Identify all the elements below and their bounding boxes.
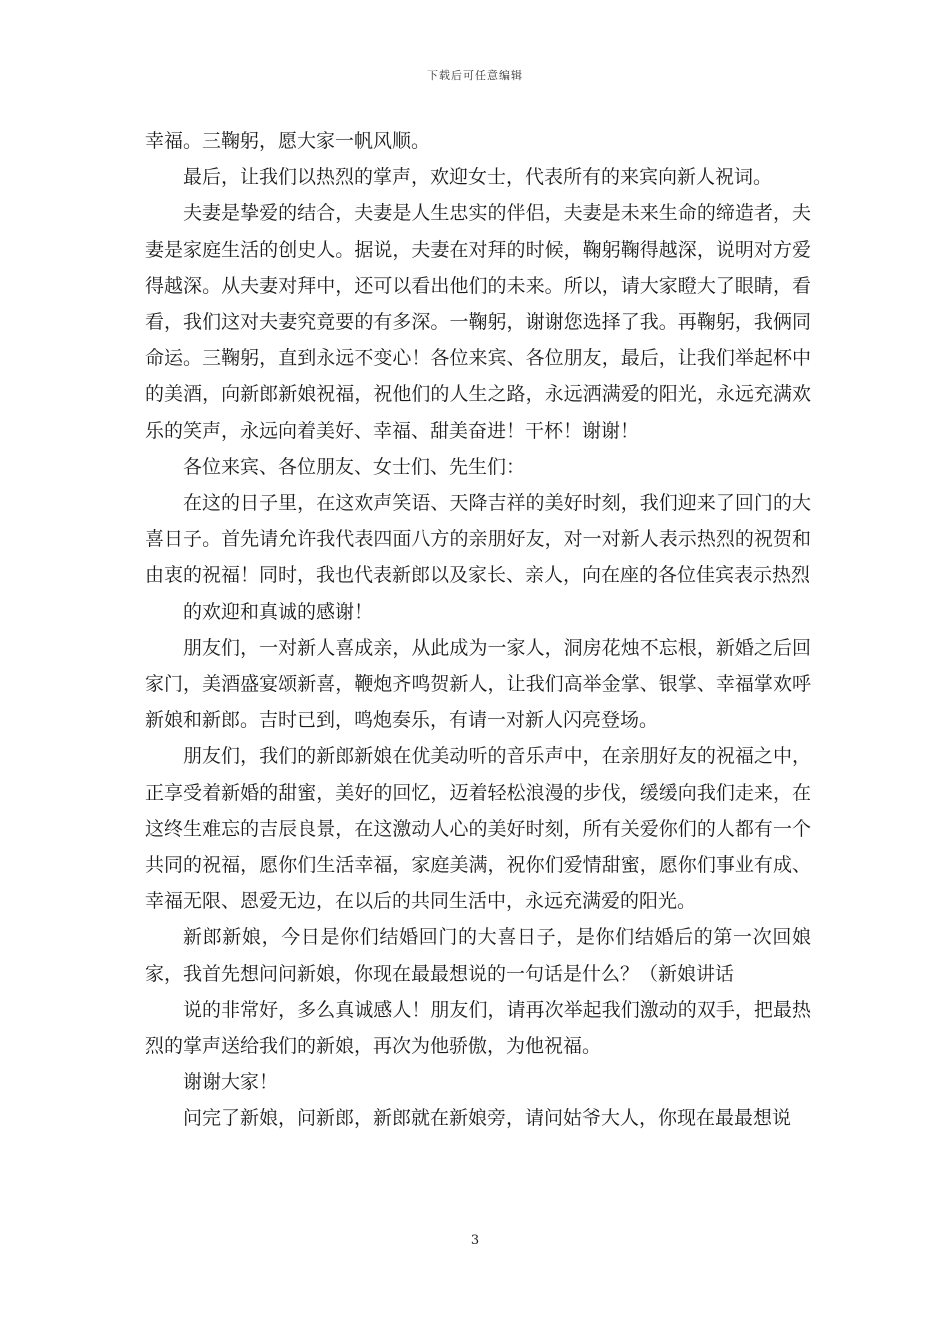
paragraph: 在这的日子里，在这欢声笑语、天降吉祥的美好时刻，我们迎来了回门的大喜日子。首先请允许我代表四面八方的亲朋好友，对一对新人表示热烈的祝贺和由衷的祝福！同时，我也代表新郎以及家长、亲人，向在座的各位佳宾表示热烈 [145, 492, 811, 587]
paragraph: 的欢迎和真诚的感谢！ [183, 600, 374, 623]
paragraph: 谢谢大家！ [183, 1071, 279, 1094]
paragraph: 各位来宾、各位朋友、女士们、先生们： [183, 455, 526, 478]
paragraph: 朋友们，一对新人喜成亲，从此成为一家人，洞房花烛不忘根，新婚之后回家门，美酒盛宴颂新喜，鞭炮齐鸣贺新人，让我们高举金掌、银掌、幸福掌欢呼新娘和新郎。吉时已到，鸣炮奏乐，有请一对新人闪亮登场。 [145, 636, 811, 732]
paragraph: 朋友们，我们的新郎新娘在优美动听的音乐声中，在亲朋好友的祝福之中，正享受着新婚的甜蜜，美好的回忆，迈着轻松浪漫的步伐，缓缓向我们走来，在这终生难忘的吉辰良景，在这激动人心的美好时刻，所有关爱你们的人都有一个共同的祝福，愿你们生活幸福，家庭美满，祝你们爱情甜蜜，愿你们事业有成、幸福无限、恩爱无边，在以后的共同生活中，永远充满爱的阳光。 [145, 745, 811, 913]
paragraph: 说的非常好，多么真诚感人！朋友们，请再次举起我们激动的双手，把最热烈的掌声送给我们的新娘，再次为他骄傲，为他祝福。 [145, 998, 811, 1058]
paragraph: 新郎新娘，今日是你们结婚回门的大喜日子，是你们结婚后的第一次回娘家，我首先想问问新娘，你现在最最想说的一句话是什么？（新娘讲话 [145, 926, 811, 985]
page-header: 下载后可任意编辑 [427, 69, 523, 82]
paragraph: 问完了新娘，问新郎，新郎就在新娘旁，请问姑爷大人，你现在最最想说 [183, 1107, 792, 1130]
page-number: 3 [470, 1233, 480, 1248]
document-body [145, 123, 811, 1137]
paragraph: 最后，让我们以热烈的掌声，欢迎女士，代表所有的来宾向新人祝词。 [183, 166, 773, 189]
paragraph: 夫妻是挚爱的结合，夫妻是人生忠实的伴侣，夫妻是未来生命的缔造者，夫妻是家庭生活的创史人。据说，夫妻在对拜的时候，鞠躬鞠得越深，说明对方爱得越深。从夫妻对拜中，还可以看出他们的未来。所以，请大家瞪大了眼睛，看看，我们这对夫妻究竟要的有多深。一鞠躬，谢谢您选择了我。再鞠躬，我俩同命运。三鞠躬，直到永远不变心！各位来宾、各位朋友，最后，让我们举起杯中的美酒，向新郎新娘祝福，祝他们的人生之路，永远洒满爱的阳光，永远充满欢乐的笑声，永远向着美好、幸福、甜美奋进！干杯！谢谢！ [145, 202, 811, 442]
paragraph: 幸福。三鞠躬，愿大家一帆风顺。 [145, 130, 431, 152]
